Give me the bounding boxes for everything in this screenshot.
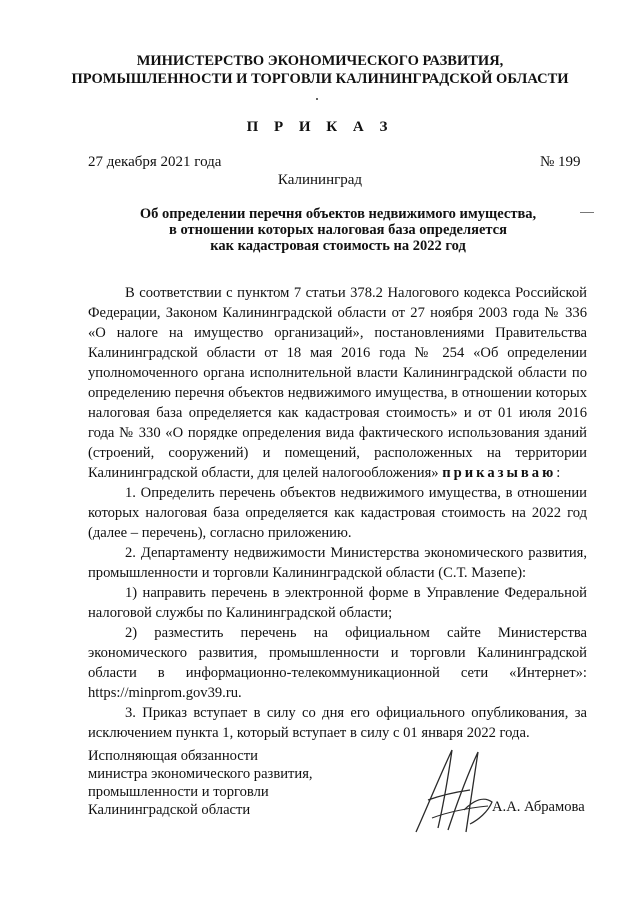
item-1: 1. Определить перечень объектов недвижимого имущества, в отношении которых налоговая база определяется как кадастровая стоимость на 2022 год (далее – перечень), согласно приложению. [88,485,587,541]
signer-block [88,747,313,819]
preamble-colon: : [556,465,561,481]
ministry-header [60,52,580,88]
signer-line-2: министра экономического развития, [88,766,313,782]
scan-mark [580,212,594,213]
ministry-line-2: ПРОМЫШЛЕННОСТИ И ТОРГОВЛИ КАЛИНИНГРАДСКОЙ ОБЛАСТИ [71,71,569,87]
signer-line-4: Калининградской области [88,802,251,818]
document-title [88,206,588,254]
item-2-1: 1) направить перечень в электронной форме в Управление Федеральной налоговой службы по Калининградской области; [88,585,587,621]
order-word: приказываю [442,465,557,481]
signer-name: А.А. Абрамова [492,799,585,815]
signer-line-1: Исполняющая обязанности [88,748,258,764]
item-3: 3. Приказ вступает в силу со дня его официального опубликования, за исключением пункта 1, который вступает в силу с 01 января 2022 года. [88,705,587,741]
handwritten-signature-icon [408,740,496,840]
ministry-line-1: МИНИСТЕРСТВО ЭКОНОМИЧЕСКОГО РАЗВИТИЯ, [136,53,504,69]
preamble-paragraph [88,283,587,483]
document-title-line-1: Об определении перечня объектов недвижимого имущества, [139,206,537,222]
item-2-2: 2) разместить перечень на официальном сайте Министерства экономического развития, промышленности и торговли Калининградской области в информационно-телекоммуникационной сети «Интернет»: https://minprom.gov39.ru. [88,625,587,701]
document-title-line-3: как кадастровая стоимость на 2022 год [210,238,466,254]
scan-dot [316,98,318,100]
document-body [88,283,587,743]
order-number: № 199 [540,154,581,170]
order-title: П Р И К А З [246,119,394,135]
order-date: 27 декабря 2021 года [88,154,222,170]
order-city: Калининград [277,172,363,188]
preamble-text: В соответствии с пунктом 7 статьи 378.2 Налогового кодекса Российской Федерации, Законом Калининградской области от 27 ноября 2003 года № 336 «О налоге на имущество организаций», постановлениями Правительства Калининградской области от 18 мая 2016 года № 254 «Об определении уполномоченного органа исполнительной власти Калининградской области по определению перечня объектов недвижимого имущества, в отношении которых налоговая база определяется как кадастровая стоимость» и от 01 июля 2016 года № 330 «О порядке определения вида фактического использования зданий (строений, сооружений) и помещений, расположенных на территории Калининградской области, для целей налогообложения» [88,285,587,481]
item-2: 2. Департаменту недвижимости Министерства экономического развития, промышленности и торговли Калининградской области (С.Т. Мазепе): [88,545,587,581]
signer-line-3: промышленности и торговли [88,784,269,800]
document-title-line-2: в отношении которых налоговая база определяется [169,222,507,238]
